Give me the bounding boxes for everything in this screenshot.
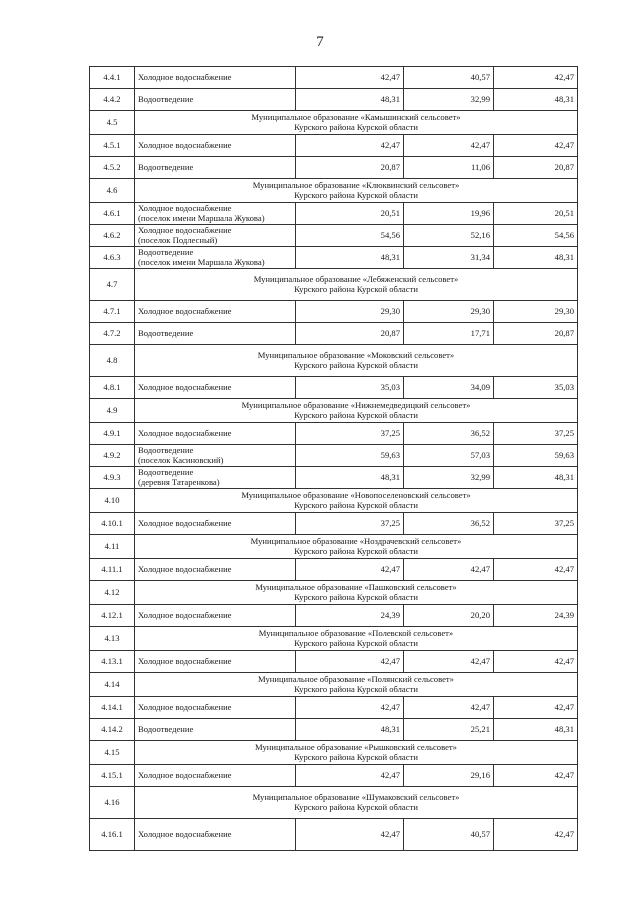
tariff-row: [90, 445, 578, 467]
service-name: [135, 301, 296, 323]
tariff-value-3: 42,47: [494, 559, 578, 581]
row-code: 4.14: [90, 673, 135, 697]
service-name: [135, 651, 296, 673]
tariff-row: [90, 323, 578, 345]
tariff-value-3: 48,31: [494, 719, 578, 741]
tariff-value-1: 35,03: [296, 377, 404, 399]
tariff-row: [90, 67, 578, 89]
service-name: [135, 765, 296, 787]
tariff-value-2: 52,16: [404, 225, 494, 247]
tariff-value-3: 42,47: [494, 135, 578, 157]
municipality-region: Курского района Курской области: [294, 545, 418, 556]
tariff-value-1: 48,31: [296, 247, 404, 269]
tariff-value-1: 42,47: [296, 651, 404, 673]
tariff-row: [90, 605, 578, 627]
tariff-value-2: 42,47: [404, 559, 494, 581]
tariff-row: [90, 225, 578, 247]
tariff-value-2: 32,99: [404, 89, 494, 111]
tariff-value-3: 42,47: [494, 819, 578, 851]
row-code: 4.9: [90, 399, 135, 423]
tariff-value-2: 42,47: [404, 651, 494, 673]
service-type: Водоотведение: [138, 246, 194, 257]
municipality-title: [135, 489, 578, 513]
tariff-row: [90, 135, 578, 157]
municipality-title: [135, 269, 578, 301]
municipality-name: Муниципальное образование «Лебяженский сельсовет»: [253, 273, 459, 284]
tariff-value-2: 19,96: [404, 203, 494, 225]
row-code: 4.16: [90, 787, 135, 819]
tariff-value-1: 48,31: [296, 467, 404, 489]
tariff-value-1: 20,51: [296, 203, 404, 225]
row-code: 4.9.1: [90, 423, 135, 445]
tariff-value-3: 29,30: [494, 301, 578, 323]
tariff-row: [90, 89, 578, 111]
row-code: 4.14.2: [90, 719, 135, 741]
service-locality: (поселок имени Маршала Жукова): [138, 212, 265, 223]
row-code: 4.5.2: [90, 157, 135, 179]
tariff-value-3: 37,25: [494, 423, 578, 445]
municipality-title: [135, 741, 578, 765]
service-name: [135, 605, 296, 627]
tariff-value-2: 40,57: [404, 819, 494, 851]
service-name: [135, 559, 296, 581]
municipality-region: Курского района Курской области: [294, 591, 418, 602]
municipality-region: Курского района Курской области: [294, 801, 418, 812]
service-name: [135, 89, 296, 111]
municipality-name: Муниципальное образование «Пашковский сельсовет»: [255, 581, 457, 592]
tariff-row: [90, 467, 578, 489]
tariff-row: [90, 423, 578, 445]
municipality-region: Курского района Курской области: [294, 283, 418, 294]
municipality-name: Муниципальное образование «Шумаковский сельсовет»: [252, 791, 460, 802]
municipality-name: Муниципальное образование «Ноздрачевский сельсовет»: [250, 535, 462, 546]
tariff-value-2: 40,57: [404, 67, 494, 89]
row-code: 4.12: [90, 581, 135, 605]
municipality-header-row: [90, 627, 578, 651]
row-code: 4.6.1: [90, 203, 135, 225]
row-code: 4.13.1: [90, 651, 135, 673]
municipality-name: Муниципальное образование «Рышковский сельсовет»: [255, 741, 457, 752]
tariff-value-1: 42,47: [296, 559, 404, 581]
service-type: Холодное водоснабжение: [138, 563, 232, 574]
municipality-title: [135, 345, 578, 377]
tariff-value-2: 42,47: [404, 697, 494, 719]
service-name: [135, 513, 296, 535]
tariff-value-2: 32,99: [404, 467, 494, 489]
municipality-region: Курского района Курской области: [294, 121, 418, 132]
municipality-header-row: [90, 111, 578, 135]
service-name: [135, 445, 296, 467]
page-number: 7: [316, 34, 324, 50]
municipality-header-row: [90, 673, 578, 697]
row-code: 4.5.1: [90, 135, 135, 157]
service-type: Водоотведение: [138, 444, 194, 455]
municipality-region: Курского района Курской области: [294, 499, 418, 510]
tariff-row: [90, 513, 578, 535]
tariff-value-1: 59,63: [296, 445, 404, 467]
service-name: [135, 323, 296, 345]
tariff-value-3: 42,47: [494, 765, 578, 787]
row-code: 4.8: [90, 345, 135, 377]
tariff-value-3: 48,31: [494, 247, 578, 269]
row-code: 4.7.1: [90, 301, 135, 323]
service-name: [135, 819, 296, 851]
tariff-row: [90, 157, 578, 179]
service-name: [135, 377, 296, 399]
tariff-value-1: 54,56: [296, 225, 404, 247]
municipality-header-row: [90, 489, 578, 513]
tariff-value-2: 57,03: [404, 445, 494, 467]
municipality-title: [135, 179, 578, 203]
tariff-value-3: 20,51: [494, 203, 578, 225]
row-code: 4.4.2: [90, 89, 135, 111]
tariff-value-3: 59,63: [494, 445, 578, 467]
service-locality: (поселок Касиновский): [138, 454, 224, 465]
row-code: 4.15.1: [90, 765, 135, 787]
municipality-header-row: [90, 741, 578, 765]
tariff-value-2: 29,30: [404, 301, 494, 323]
tariff-value-1: 42,47: [296, 67, 404, 89]
tariff-row: [90, 559, 578, 581]
municipality-region: Курского района Курской области: [294, 189, 418, 200]
service-locality: (поселок Подлесный): [138, 234, 218, 245]
row-code: 4.11.1: [90, 559, 135, 581]
row-code: 4.9.2: [90, 445, 135, 467]
tariff-value-2: 31,34: [404, 247, 494, 269]
tariff-value-3: 24,39: [494, 605, 578, 627]
tariff-value-2: 11,06: [404, 157, 494, 179]
municipality-title: [135, 627, 578, 651]
tariff-value-3: 48,31: [494, 89, 578, 111]
tariff-value-1: 42,47: [296, 135, 404, 157]
service-type: Водоотведение: [138, 466, 194, 477]
tariff-value-1: 48,31: [296, 89, 404, 111]
row-code: 4.16.1: [90, 819, 135, 851]
row-code: 4.14.1: [90, 697, 135, 719]
municipality-name: Муниципальное образование «Нижнемедведицкий сельсовет»: [241, 399, 471, 410]
tariff-value-3: 42,47: [494, 67, 578, 89]
row-code: 4.4.1: [90, 67, 135, 89]
municipality-region: Курского района Курской области: [294, 683, 418, 694]
tariff-value-2: 20,20: [404, 605, 494, 627]
tariff-value-2: 29,16: [404, 765, 494, 787]
row-code: 4.5: [90, 111, 135, 135]
tariff-value-2: 25,21: [404, 719, 494, 741]
tariff-row: [90, 765, 578, 787]
row-code: 4.6: [90, 179, 135, 203]
tariff-value-1: 20,87: [296, 157, 404, 179]
tariff-value-2: 17,71: [404, 323, 494, 345]
tariff-value-1: 20,87: [296, 323, 404, 345]
tariff-value-3: 37,25: [494, 513, 578, 535]
tariff-value-1: 29,30: [296, 301, 404, 323]
row-code: 4.6.2: [90, 225, 135, 247]
service-type: Холодное водоснабжение: [138, 655, 232, 666]
municipality-header-row: [90, 787, 578, 819]
row-code: 4.10.1: [90, 513, 135, 535]
service-name: [135, 157, 296, 179]
service-type: Водоотведение: [138, 327, 194, 338]
service-type: Холодное водоснабжение: [138, 609, 232, 620]
tariff-value-1: 37,25: [296, 513, 404, 535]
service-type: Холодное водоснабжение: [138, 701, 232, 712]
tariff-value-3: 20,87: [494, 157, 578, 179]
municipality-header-row: [90, 179, 578, 203]
tariff-value-3: 54,56: [494, 225, 578, 247]
tariff-value-1: 24,39: [296, 605, 404, 627]
service-name: [135, 697, 296, 719]
municipality-title: [135, 787, 578, 819]
municipality-region: Курского района Курской области: [294, 637, 418, 648]
service-type: Холодное водоснабжение: [138, 769, 232, 780]
service-type: Холодное водоснабжение: [138, 828, 232, 839]
service-name: [135, 719, 296, 741]
service-locality: (поселок имени Маршала Жукова): [138, 256, 265, 267]
tariff-value-1: 48,31: [296, 719, 404, 741]
municipality-name: Муниципальное образование «Камышинский сельсовет»: [251, 111, 461, 122]
tariff-table: [89, 66, 578, 851]
row-code: 4.6.3: [90, 247, 135, 269]
tariff-table-body: [90, 67, 578, 851]
municipality-header-row: [90, 269, 578, 301]
tariff-value-1: 42,47: [296, 765, 404, 787]
service-name: [135, 135, 296, 157]
tariff-value-3: 35,03: [494, 377, 578, 399]
municipality-header-row: [90, 535, 578, 559]
tariff-row: [90, 651, 578, 673]
service-type: Холодное водоснабжение: [138, 71, 232, 82]
service-type: Холодное водоснабжение: [138, 224, 232, 235]
service-type: Холодное водоснабжение: [138, 517, 232, 528]
municipality-title: [135, 111, 578, 135]
service-name: [135, 225, 296, 247]
municipality-name: Муниципальное образование «Полянский сельсовет»: [258, 673, 454, 684]
row-code: 4.9.3: [90, 467, 135, 489]
service-type: Водоотведение: [138, 161, 194, 172]
municipality-header-row: [90, 399, 578, 423]
service-type: Холодное водоснабжение: [138, 305, 232, 316]
municipality-region: Курского района Курской области: [294, 359, 418, 370]
municipality-region: Курского района Курской области: [294, 409, 418, 420]
municipality-title: [135, 673, 578, 697]
row-code: 4.10: [90, 489, 135, 513]
tariff-row: [90, 697, 578, 719]
service-locality: (деревня Татаренкова): [138, 476, 220, 487]
tariff-row: [90, 247, 578, 269]
tariff-value-3: 42,47: [494, 697, 578, 719]
service-name: [135, 423, 296, 445]
tariff-value-2: 36,52: [404, 423, 494, 445]
tariff-value-1: 42,47: [296, 697, 404, 719]
tariff-value-3: 42,47: [494, 651, 578, 673]
row-code: 4.8.1: [90, 377, 135, 399]
row-code: 4.7: [90, 269, 135, 301]
municipality-name: Муниципальное образование «Новопоселеновский сельсовет»: [241, 489, 471, 500]
service-name: [135, 467, 296, 489]
municipality-name: Муниципальное образование «Моковский сельсовет»: [257, 349, 455, 360]
row-code: 4.11: [90, 535, 135, 559]
municipality-name: Муниципальное образование «Клюквинский сельсовет»: [252, 179, 460, 190]
tariff-row: [90, 719, 578, 741]
row-code: 4.12.1: [90, 605, 135, 627]
municipality-title: [135, 581, 578, 605]
service-type: Холодное водоснабжение: [138, 139, 232, 150]
tariff-value-3: 48,31: [494, 467, 578, 489]
tariff-value-2: 42,47: [404, 135, 494, 157]
tariff-value-1: 42,47: [296, 819, 404, 851]
municipality-name: Муниципальное образование «Полевской сельсовет»: [258, 627, 454, 638]
municipality-header-row: [90, 581, 578, 605]
service-type: Холодное водоснабжение: [138, 381, 232, 392]
municipality-title: [135, 535, 578, 559]
tariff-row: [90, 203, 578, 225]
tariff-value-2: 36,52: [404, 513, 494, 535]
row-code: 4.13: [90, 627, 135, 651]
row-code: 4.7.2: [90, 323, 135, 345]
service-type: Холодное водоснабжение: [138, 202, 232, 213]
service-type: Холодное водоснабжение: [138, 427, 232, 438]
service-name: [135, 203, 296, 225]
municipality-region: Курского района Курской области: [294, 751, 418, 762]
row-code: 4.15: [90, 741, 135, 765]
tariff-row: [90, 377, 578, 399]
service-type: Водоотведение: [138, 93, 194, 104]
service-name: [135, 247, 296, 269]
tariff-row: [90, 819, 578, 851]
municipality-title: [135, 399, 578, 423]
municipality-header-row: [90, 345, 578, 377]
tariff-value-1: 37,25: [296, 423, 404, 445]
tariff-value-2: 34,09: [404, 377, 494, 399]
tariff-value-3: 20,87: [494, 323, 578, 345]
service-type: Водоотведение: [138, 723, 194, 734]
service-name: [135, 67, 296, 89]
tariff-row: [90, 301, 578, 323]
